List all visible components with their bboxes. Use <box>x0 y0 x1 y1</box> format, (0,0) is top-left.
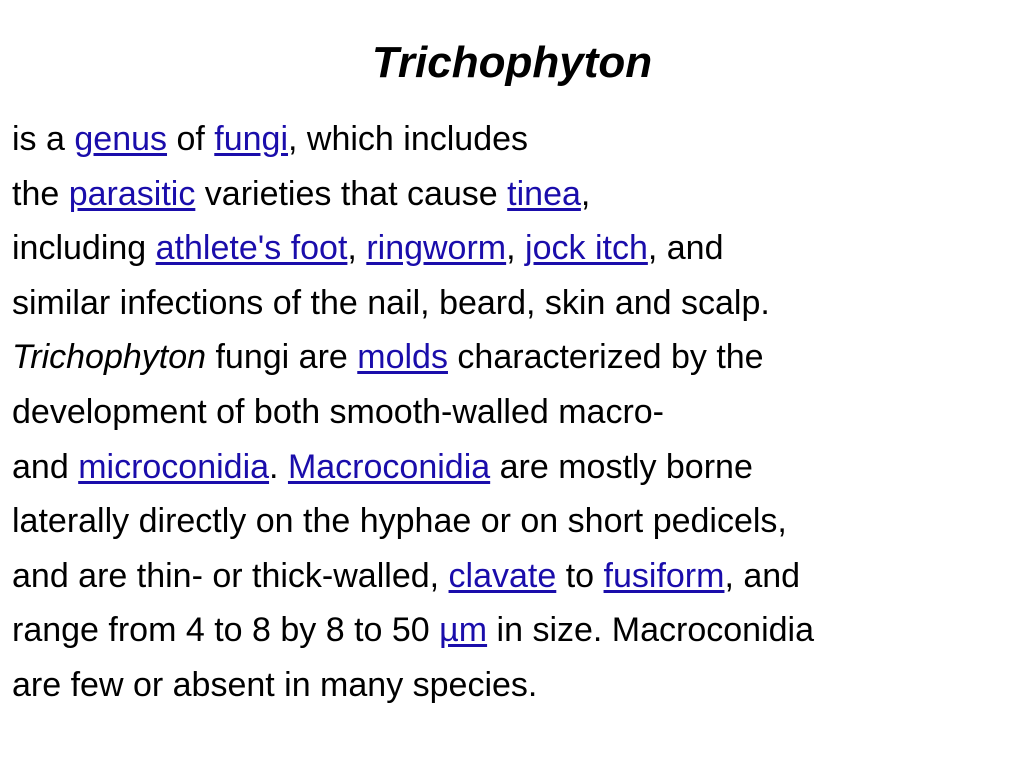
body-text: , <box>580 174 591 213</box>
body-text: , <box>347 229 357 268</box>
body-text: characterized by the <box>457 338 764 377</box>
link-athletes-foot[interactable]: athlete's foot <box>155 229 348 268</box>
body-text: , and <box>647 229 724 268</box>
body-line-4: similar infections of the nail, beard, skin and scalp. <box>12 283 770 322</box>
body-line-5 <box>12 330 1017 385</box>
slide-body <box>12 112 1017 713</box>
body-line-1 <box>12 112 1017 167</box>
body-text: the <box>12 174 60 213</box>
link-microconidia[interactable]: microconidia <box>78 447 270 486</box>
body-line-10 <box>12 603 1017 658</box>
link-micrometre[interactable]: µm <box>439 611 488 650</box>
link-tinea[interactable]: tinea <box>507 174 581 213</box>
body-line-8: laterally directly on the hyphae or on short pedicels, <box>12 502 787 541</box>
body-text: , and <box>724 556 801 595</box>
body-text: fungi are <box>215 338 348 377</box>
body-text: of <box>176 120 205 158</box>
body-line-2 <box>12 167 1017 222</box>
body-text: including <box>12 229 147 268</box>
body-line-3 <box>12 221 1017 276</box>
body-text: , <box>506 229 516 268</box>
link-jock-itch[interactable]: jock itch <box>525 229 648 268</box>
body-line-11: are few or absent in many species. <box>12 665 538 704</box>
body-text-italic: Trichophyton <box>12 338 207 377</box>
body-text: . <box>269 447 279 486</box>
body-text: and <box>12 447 69 486</box>
body-line-7 <box>12 440 1017 495</box>
body-text: is a <box>12 120 65 158</box>
body-line-6: development of both smooth-walled macro- <box>12 392 664 431</box>
link-fusiform[interactable]: fusiform <box>603 556 725 595</box>
link-fungi[interactable]: fungi <box>214 120 289 158</box>
body-line-9 <box>12 549 1017 604</box>
link-clavate[interactable]: clavate <box>448 556 557 595</box>
body-text: , which includes <box>288 120 529 158</box>
body-text: are mostly borne <box>499 447 753 486</box>
body-text: in size. Macroconidia <box>496 611 815 650</box>
slide-title: Trichophyton <box>371 38 653 87</box>
body-text: range from 4 to 8 by 8 to 50 <box>12 611 430 650</box>
link-molds[interactable]: molds <box>357 338 448 377</box>
body-text: and are thin- or thick-walled, <box>12 556 440 595</box>
link-macroconidia[interactable]: Macroconidia <box>287 447 491 486</box>
body-text: varieties that cause <box>204 174 498 213</box>
link-genus[interactable]: genus <box>74 120 168 158</box>
link-parasitic[interactable]: parasitic <box>68 174 196 213</box>
link-ringworm[interactable]: ringworm <box>366 229 507 268</box>
body-text: to <box>565 556 595 595</box>
